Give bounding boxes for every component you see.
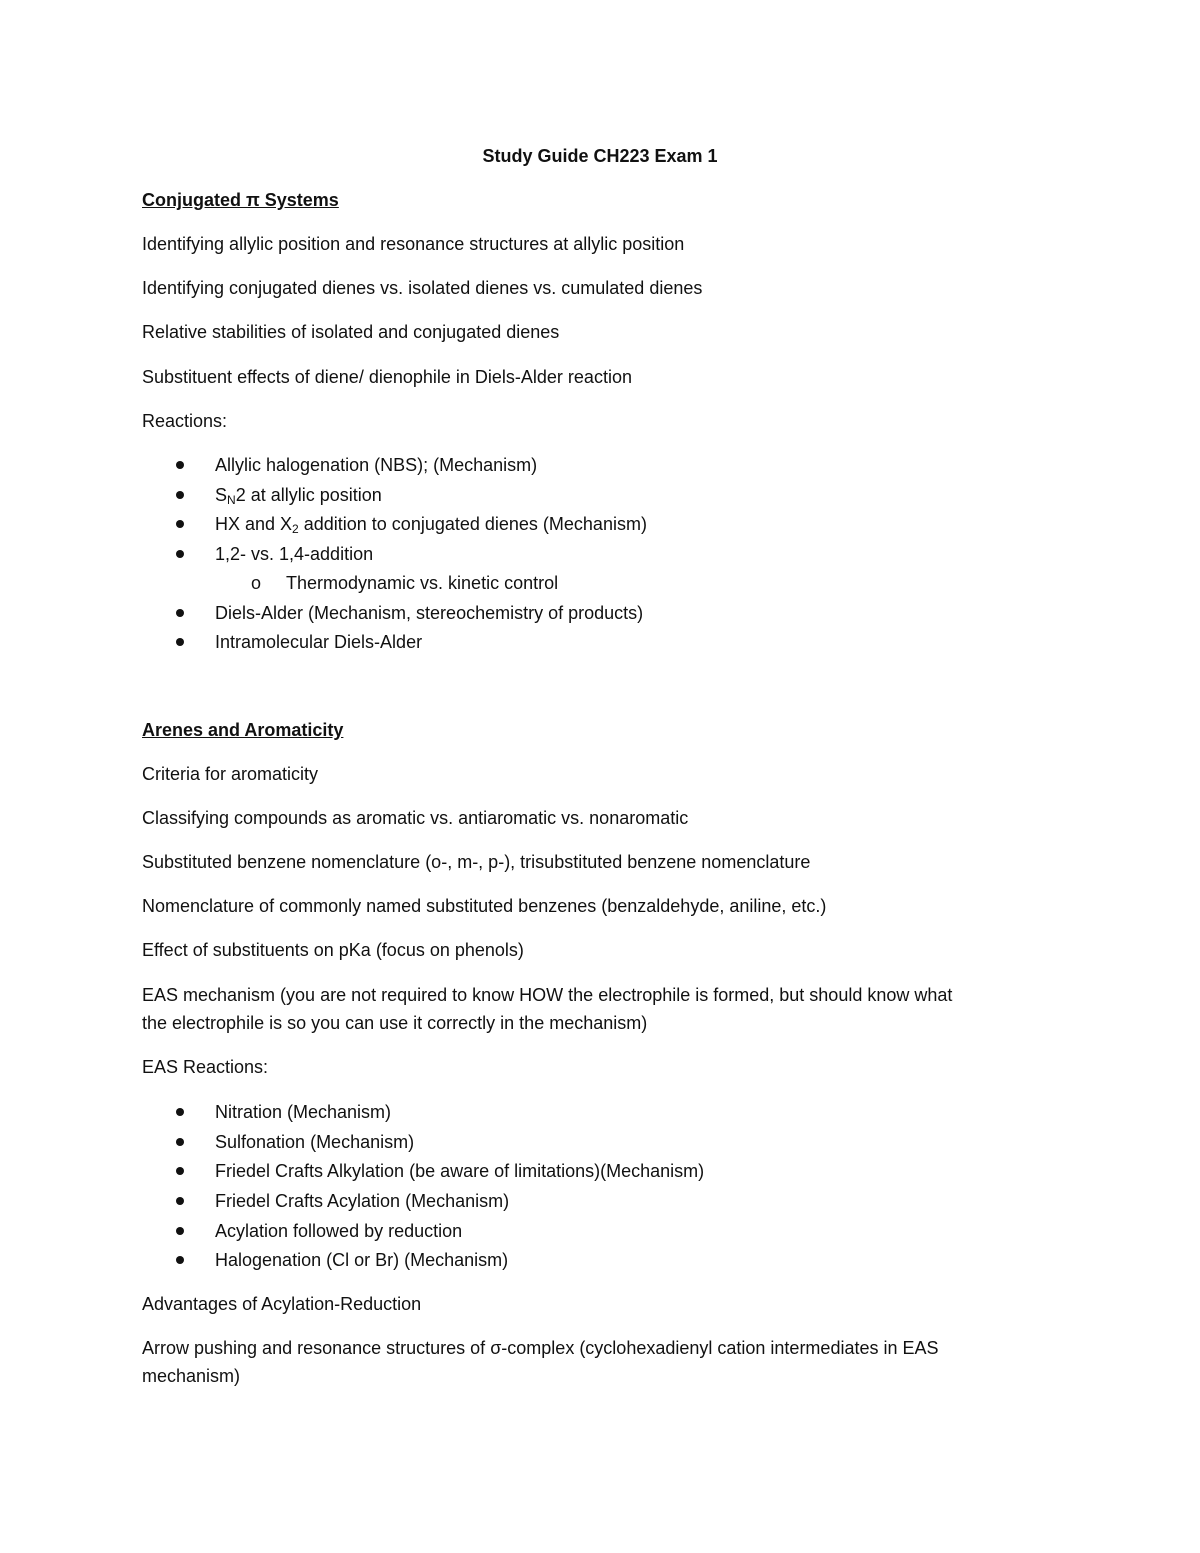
text-line: Classifying compounds as aromatic vs. antiaromatic vs. nonaromatic <box>142 808 689 828</box>
list-item-text: addition to conjugated dienes (Mechanism) <box>298 514 647 534</box>
text-line: EAS mechanism (you are not required to know HOW the electrophile is formed, but should know what <box>142 985 953 1005</box>
list-item: Acylation followed by reduction <box>215 1221 463 1241</box>
list-item: Diels-Alder (Mechanism, stereochemistry of products) <box>215 603 644 623</box>
text-line: Arrow pushing and resonance structures of σ-complex (cyclohexadienyl cation intermediates in EAS <box>142 1338 939 1358</box>
list-item: Intramolecular Diels-Alder <box>215 632 423 652</box>
sub-list-item: Thermodynamic vs. kinetic control <box>286 573 559 593</box>
bullet-icon <box>176 1227 184 1235</box>
list-item-text: HX and X <box>215 514 293 534</box>
bullet-icon <box>176 520 184 528</box>
bullet-icon <box>176 461 184 469</box>
text-line: mechanism) <box>142 1366 241 1386</box>
text-line: Effect of substituents on pKa (focus on phenols) <box>142 940 524 960</box>
list-item: Nitration (Mechanism) <box>215 1102 392 1122</box>
text-line: Nomenclature of commonly named substituted benzenes (benzaldehyde, aniline, etc.) <box>142 896 827 916</box>
list-item: Sulfonation (Mechanism) <box>215 1132 415 1152</box>
list-item: Allylic halogenation (NBS); (Mechanism) <box>215 455 538 475</box>
subscript: N <box>227 493 236 507</box>
list-item: Friedel Crafts Acylation (Mechanism) <box>215 1191 510 1211</box>
list-item-text: 2 at allylic position <box>235 485 382 505</box>
list-item <box>215 483 382 507</box>
text-line: Relative stabilities of isolated and conjugated dienes <box>142 322 560 342</box>
bullet-icon <box>176 638 184 646</box>
list-item: Friedel Crafts Alkylation (be aware of limitations)(Mechanism) <box>215 1161 705 1181</box>
text-line: Advantages of Acylation-Reduction <box>142 1294 422 1314</box>
bullet-icon <box>176 1138 184 1146</box>
bullet-icon <box>176 1167 184 1175</box>
sub-bullet-marker: o <box>251 573 262 593</box>
text-line: Substituent effects of diene/ dienophile in Diels-Alder reaction <box>142 367 632 387</box>
text-line: Criteria for aromaticity <box>142 764 319 784</box>
text-line: Substituted benzene nomenclature (o-, m-, p-), trisubstituted benzene nomenclature <box>142 852 811 872</box>
list-item: 1,2- vs. 1,4-addition <box>215 544 374 564</box>
text-line: Identifying conjugated dienes vs. isolated dienes vs. cumulated dienes <box>142 278 703 298</box>
bullet-icon <box>176 1108 184 1116</box>
text-line: Identifying allylic position and resonance structures at allylic position <box>142 234 685 254</box>
list-item <box>215 512 647 536</box>
bullet-icon <box>176 1197 184 1205</box>
section-heading-conjugated: Conjugated π Systems <box>142 190 339 210</box>
list-item: Halogenation (Cl or Br) (Mechanism) <box>215 1250 509 1270</box>
list-item-text: S <box>215 485 228 505</box>
subscript: 2 <box>292 522 299 536</box>
document-title: Study Guide CH223 Exam 1 <box>482 146 718 166</box>
bullet-icon <box>176 609 184 617</box>
bullet-icon <box>176 550 184 558</box>
text-line: the electrophile is so you can use it correctly in the mechanism) <box>142 1013 648 1033</box>
text-line: EAS Reactions: <box>142 1057 269 1077</box>
bullet-icon <box>176 1256 184 1264</box>
text-line: Reactions: <box>142 411 228 431</box>
section-heading-arenes: Arenes and Aromaticity <box>142 720 344 740</box>
bullet-icon <box>176 491 184 499</box>
